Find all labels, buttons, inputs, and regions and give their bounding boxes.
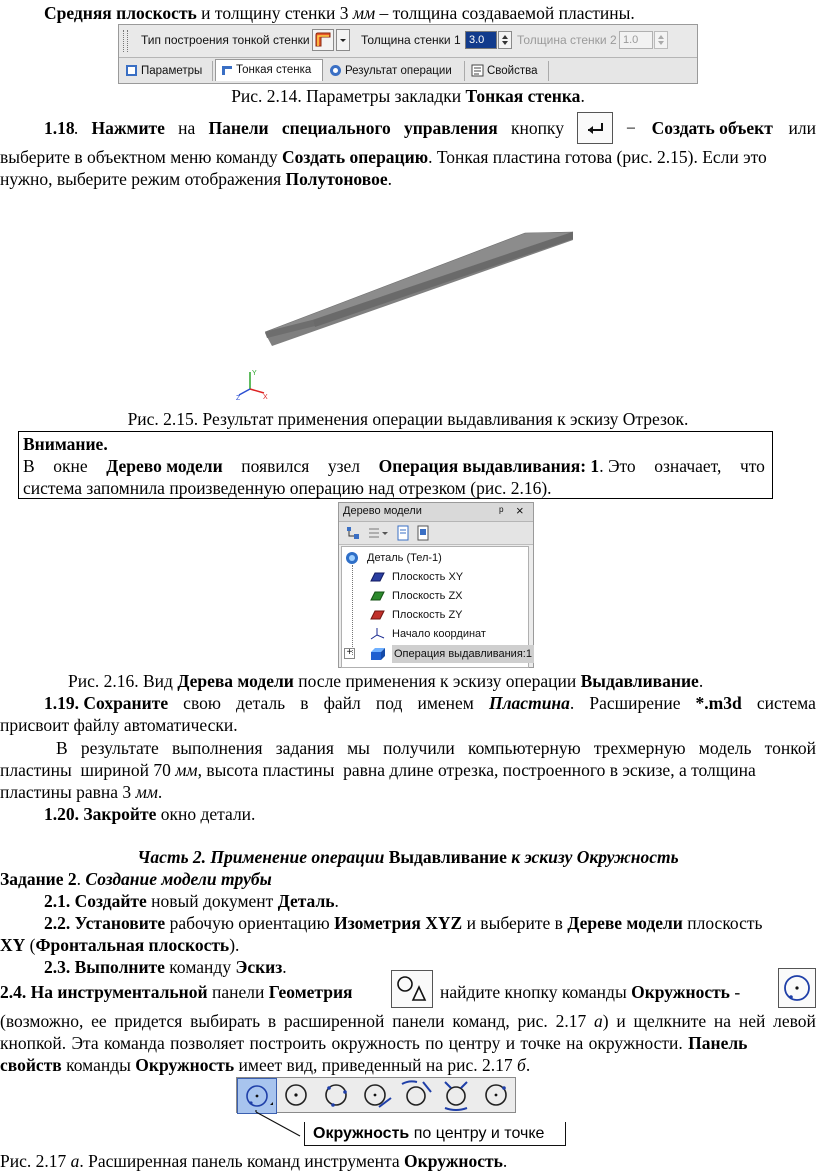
toolbar-tabs — [119, 61, 697, 81]
bold-term: Дереве модели — [567, 913, 683, 933]
thin-wall-type-icon — [313, 30, 333, 50]
text: кнопку — [510, 118, 564, 138]
text: плоскость — [682, 913, 763, 933]
tab-properties[interactable] — [467, 61, 549, 81]
circle-tangent-point-button[interactable] — [477, 1078, 517, 1114]
word: и — [616, 1011, 626, 1031]
word: (возможно, — [0, 1011, 84, 1031]
word: задания — [275, 738, 334, 758]
text: имеет вид, приведенный на рис. 2.17 — [234, 1055, 518, 1075]
bold-term: Дерево модели — [106, 456, 223, 476]
bold-term: 2.2. Установите — [44, 913, 166, 933]
circle-center-point-button[interactable] — [237, 1078, 277, 1114]
circle-two-curves-button[interactable] — [397, 1078, 437, 1114]
plane-zx-icon — [370, 589, 385, 603]
bold-term: Выдавливание — [388, 847, 507, 867]
thickness2-stepper[interactable] — [654, 31, 668, 49]
figure-caption-2-16 — [68, 670, 703, 692]
step-2-4-line3 — [0, 1032, 747, 1054]
step-2-2-line1 — [44, 912, 763, 934]
step-number: 1.19. — [44, 693, 79, 713]
word: в — [267, 1011, 277, 1031]
text: Рис. 2.14. Параметры закладки — [231, 86, 466, 106]
result-line3 — [0, 781, 162, 803]
word: результате — [80, 738, 159, 758]
tree-toolbar — [339, 522, 533, 545]
result-line1 — [56, 737, 816, 759]
axis-x-label: X — [263, 394, 268, 401]
text: что — [739, 456, 765, 476]
toolbar-row-1 — [119, 25, 697, 58]
bold-term: Панели — [208, 118, 269, 138]
text: файл — [323, 693, 361, 713]
thin-wall-toolbar — [118, 24, 698, 84]
tree-label: Плоскость XY — [392, 571, 464, 583]
thickness1-stepper[interactable] — [498, 31, 512, 49]
grip-handle[interactable] — [123, 30, 128, 52]
word: рис. — [517, 1011, 548, 1031]
text: окне — [53, 456, 88, 476]
text: . — [282, 957, 287, 977]
tree-titlebar — [339, 503, 533, 522]
bold-term: Средняя плоскость — [44, 3, 197, 23]
task-2-heading — [0, 868, 272, 890]
circle-command-button[interactable] — [778, 968, 816, 1008]
type-label: Тип построения тонкой стенки — [141, 33, 310, 47]
circle-expanded-panel — [236, 1077, 516, 1113]
word: компьютерную — [468, 738, 581, 758]
stepper-icon — [655, 32, 667, 48]
plate-side — [313, 232, 573, 327]
circle-two-curves-icon — [397, 1078, 435, 1112]
text: или — [788, 118, 816, 138]
word: щелкните — [633, 1011, 707, 1031]
text: Рис. 2.17 — [0, 1151, 71, 1171]
document-tree-icon[interactable] — [415, 525, 431, 541]
create-object-button[interactable] — [577, 112, 613, 144]
bold-term: специального — [281, 118, 391, 138]
circle-three-points-icon — [317, 1078, 355, 1112]
word: ) — [602, 1011, 609, 1031]
bold-term: управления — [403, 118, 498, 138]
text: . — [76, 869, 86, 889]
unit: мм — [175, 760, 198, 780]
model-tree-window — [338, 502, 534, 668]
text: именем — [417, 693, 474, 713]
unit: мм — [135, 782, 158, 802]
circle-three-curves-icon — [437, 1078, 475, 1112]
text: пластины шириной 70 — [0, 760, 176, 780]
attention-box — [18, 431, 773, 499]
thickness1-input[interactable] — [465, 31, 497, 49]
tab-label: Тонкая стенка — [236, 64, 312, 76]
bold-term: Геометрия — [268, 982, 353, 1002]
thickness2-label: Толщина стенки 2 — [517, 33, 617, 47]
circle-center-icon — [277, 1078, 315, 1112]
tree-connector — [352, 565, 354, 655]
step-2-4-line1a — [0, 981, 353, 1003]
text: после применения к эскизу операции — [293, 671, 581, 691]
bold-term: Сохраните — [83, 693, 169, 713]
word: команд, — [452, 1011, 510, 1031]
thin-wall-type-button[interactable] — [312, 29, 334, 51]
word: трехмерную — [593, 738, 686, 758]
text: . — [387, 169, 392, 189]
word: 2.17 — [555, 1011, 587, 1031]
intro-line — [44, 2, 635, 24]
text: − — [626, 118, 636, 138]
word: выбирать — [190, 1011, 261, 1031]
text: . — [569, 693, 575, 713]
word: получили — [383, 738, 455, 758]
step-1-18-line3 — [0, 168, 392, 190]
step-1-20 — [44, 803, 255, 825]
bold-term: Окружность — [313, 1125, 410, 1142]
figure-caption-2-14 — [0, 85, 816, 107]
bold-italic-term: к эскизу Окружность — [506, 847, 679, 867]
bold-term: 2.4. На инструментальной — [0, 982, 208, 1002]
bold-term: Тонкая стенка — [465, 86, 581, 106]
bold-term: Эскиз — [235, 957, 283, 977]
tree-structure-icon[interactable] — [345, 525, 361, 541]
word: ней — [738, 1011, 766, 1031]
text: В — [23, 456, 35, 476]
word: расширенной — [283, 1011, 385, 1031]
text: панели — [207, 982, 269, 1002]
step-number: 1.18 — [44, 118, 75, 138]
word: В — [56, 738, 68, 758]
tree-label: Деталь (Тел-1) — [367, 552, 442, 564]
text: на — [178, 118, 196, 138]
bold-term: Выдавливание — [580, 671, 699, 691]
properties-icon — [471, 64, 484, 77]
text: . Расширенная панель команд инструмента — [79, 1151, 405, 1171]
type-dropdown-button[interactable] — [336, 29, 350, 51]
text: узел — [327, 456, 361, 476]
thickness1-label: Толщина стенки 1 — [361, 33, 461, 47]
step-1-18-line2 — [0, 146, 767, 168]
axis-y-label: Y — [252, 370, 257, 377]
text: команду — [164, 957, 236, 977]
bold-term: Изометрия XYZ — [334, 913, 463, 933]
bold-term: 2.3. Выполните — [44, 957, 165, 977]
tree-label: Плоскость ZY — [392, 609, 463, 621]
figure-caption-2-15: Рис. 2.15. Результат применения операции выдавливания к эскизу Отрезок. — [127, 409, 689, 429]
text: . — [334, 891, 339, 911]
document-icon[interactable] — [395, 525, 411, 541]
text: - — [729, 982, 741, 1002]
word: левой — [773, 1011, 816, 1031]
word: мы — [347, 738, 370, 758]
figure-caption-2-17a — [0, 1150, 507, 1172]
tree-label: Начало координат — [392, 628, 486, 640]
attention-line2: система запомнила произведенную операцию над отрезком (рис. 2.16). — [23, 478, 552, 498]
step-2-4-line2 — [0, 1010, 816, 1032]
tree-content — [341, 546, 532, 668]
attention-line1 — [23, 455, 765, 477]
bold-term: Панель — [688, 1033, 748, 1053]
text: . — [73, 118, 79, 138]
bold-term: Нажмите — [91, 118, 165, 138]
step-1-19-line2: присвоит файлу автоматически. — [0, 715, 238, 735]
word: на — [713, 1011, 732, 1031]
bold-italic-term: Часть 2. Применение операции — [137, 847, 389, 867]
geometry-icon — [392, 971, 432, 1007]
bold-term: Полутоновое — [285, 169, 388, 189]
word: модель — [698, 738, 752, 758]
bold-term: Создать операцию — [282, 147, 429, 167]
thickness2-value: 1.0 — [623, 34, 639, 46]
text: . Тонкая пластина готова (рис. 2.15). Если это — [428, 147, 767, 167]
bold-term: 2.1. Создайте — [44, 891, 147, 911]
bold-term: XY — [0, 935, 26, 955]
result-line2 — [0, 759, 756, 781]
text: . Это — [599, 456, 636, 476]
bold-term: Окружность — [135, 1055, 235, 1075]
word: панели — [392, 1011, 445, 1031]
enter-arrow-icon — [578, 113, 612, 143]
text: Расширение — [589, 693, 681, 713]
text: рабочую ориентацию — [165, 913, 335, 933]
text: по центру и точке — [409, 1125, 545, 1142]
bold-italic-term: Создание модели трубы — [85, 869, 272, 889]
tab-parameters[interactable] — [121, 61, 213, 81]
circle-center-point-icon — [779, 969, 815, 1007]
word: придется — [114, 1011, 183, 1031]
tab-label: Свойства — [487, 65, 538, 77]
text: свою — [183, 693, 221, 713]
tab-operation-result[interactable] — [325, 61, 465, 81]
circle-tangent-point-icon — [477, 1078, 515, 1112]
unit: мм — [352, 3, 376, 23]
bold-term: Внимание. — [23, 434, 108, 454]
tooltip-circle-center-point — [304, 1122, 566, 1146]
text: команды — [61, 1055, 136, 1075]
step-2-4-line1b — [440, 981, 740, 1003]
step-1-18-right — [626, 117, 816, 139]
text: найдите кнопку команды — [440, 982, 632, 1002]
text: выберите в объектном меню команду — [0, 147, 282, 167]
text: . — [157, 782, 163, 802]
plane-xy-icon — [370, 570, 385, 584]
text: в — [300, 693, 309, 713]
step-2-2-line2 — [0, 934, 239, 956]
part-2-heading — [0, 846, 816, 868]
plane-zy-icon — [370, 608, 385, 622]
stepper-icon — [499, 32, 511, 48]
close-icon[interactable]: × — [516, 503, 524, 518]
step-2-3 — [44, 956, 287, 978]
text: пластины равна 3 — [0, 782, 136, 802]
bold-term: Задание 2 — [0, 869, 77, 889]
text: и толщину стенки 3 — [196, 3, 353, 23]
text: появился — [241, 456, 310, 476]
thin-wall-icon — [220, 63, 233, 76]
detail-icon — [345, 551, 360, 565]
word: тонкой — [764, 738, 816, 758]
axis-triad-icon — [236, 367, 270, 401]
thin-plate-render — [255, 228, 580, 353]
text: новый документ — [146, 891, 278, 911]
bold-term: Деталь — [277, 891, 335, 911]
axis-z-label: Z — [236, 395, 241, 401]
text: – толщина создаваемой пластины. — [375, 3, 635, 23]
list-view-icon[interactable] — [367, 525, 389, 541]
bold-italic-term: Пластина — [488, 693, 570, 713]
thickness1-value: 3.0 — [469, 34, 485, 46]
bold-term: Дерева модели — [177, 671, 294, 691]
circle-center-point-icon — [238, 1079, 276, 1113]
tab-thin-wall[interactable] — [215, 59, 323, 81]
step-2-1 — [44, 890, 339, 912]
tree-label: Плоскость ZX — [392, 590, 463, 602]
text: Рис. 2.16. Вид — [68, 671, 178, 691]
text: означает, — [654, 456, 722, 476]
extrusion-icon — [370, 647, 386, 661]
text: , высота пластины равна длине отрезка, построенного в эскизе, а толщина — [197, 760, 756, 780]
word: выполнения — [172, 738, 263, 758]
text: . — [580, 86, 585, 106]
text: ( — [25, 935, 36, 955]
thickness2-input[interactable] — [619, 31, 653, 49]
expand-icon[interactable]: + — [344, 648, 355, 659]
bold-term: Фронтальная плоскость — [35, 935, 230, 955]
word: ее — [91, 1011, 107, 1031]
circle-tangent-curve-icon — [357, 1078, 395, 1112]
text: . — [525, 1055, 531, 1075]
text: ). — [229, 935, 240, 955]
circle-tangent-curve-button[interactable] — [357, 1078, 397, 1114]
circle-three-curves-button[interactable] — [437, 1078, 477, 1114]
text: . — [502, 1151, 508, 1171]
italic-term: б — [517, 1055, 526, 1075]
bold-term: *.m3d — [695, 693, 742, 713]
tree-title: Дерево модели — [343, 505, 422, 517]
pin-icon[interactable]: ᵖ — [499, 504, 504, 518]
italic-term: а — [70, 1151, 80, 1171]
text: система — [756, 693, 816, 713]
step-1-18-left — [44, 117, 564, 139]
text: кнопкой. Эта команда позволяет построить окружность по центру и точке на окружности. — [0, 1033, 689, 1053]
tab-label: Параметры — [141, 65, 203, 77]
text: окно детали. — [156, 804, 256, 824]
attention-title — [23, 433, 108, 455]
tree-label: Операция выдавливания:1 — [392, 645, 534, 663]
text: . — [698, 671, 704, 691]
bold-term: свойств — [0, 1055, 62, 1075]
chevron-down-icon — [337, 30, 349, 50]
text: под — [375, 693, 403, 713]
parameters-icon — [125, 64, 138, 77]
geometry-panel-button[interactable] — [391, 970, 433, 1008]
bold-term: 1.20. Закройте — [44, 804, 157, 824]
bold-term: Операция выдавливания: 1 — [378, 456, 600, 476]
bold-term: Окружность — [631, 982, 730, 1002]
origin-icon — [370, 627, 385, 641]
circle-three-points-button[interactable] — [317, 1078, 357, 1114]
step-1-19-line1 — [44, 692, 816, 714]
step-2-4-line4 — [0, 1054, 530, 1076]
italic-term: а — [593, 1011, 603, 1031]
text: и выберите в — [462, 913, 568, 933]
bold-term: Окружность — [404, 1151, 503, 1171]
text: нужно, выберите режим отображения — [0, 169, 286, 189]
bold-term: Создать объект — [651, 118, 773, 138]
circle-center-button[interactable] — [277, 1078, 317, 1114]
tab-label: Результат операции — [345, 65, 452, 77]
plate-face — [265, 232, 573, 332]
operation-result-icon — [329, 64, 342, 77]
text: деталь — [235, 693, 286, 713]
